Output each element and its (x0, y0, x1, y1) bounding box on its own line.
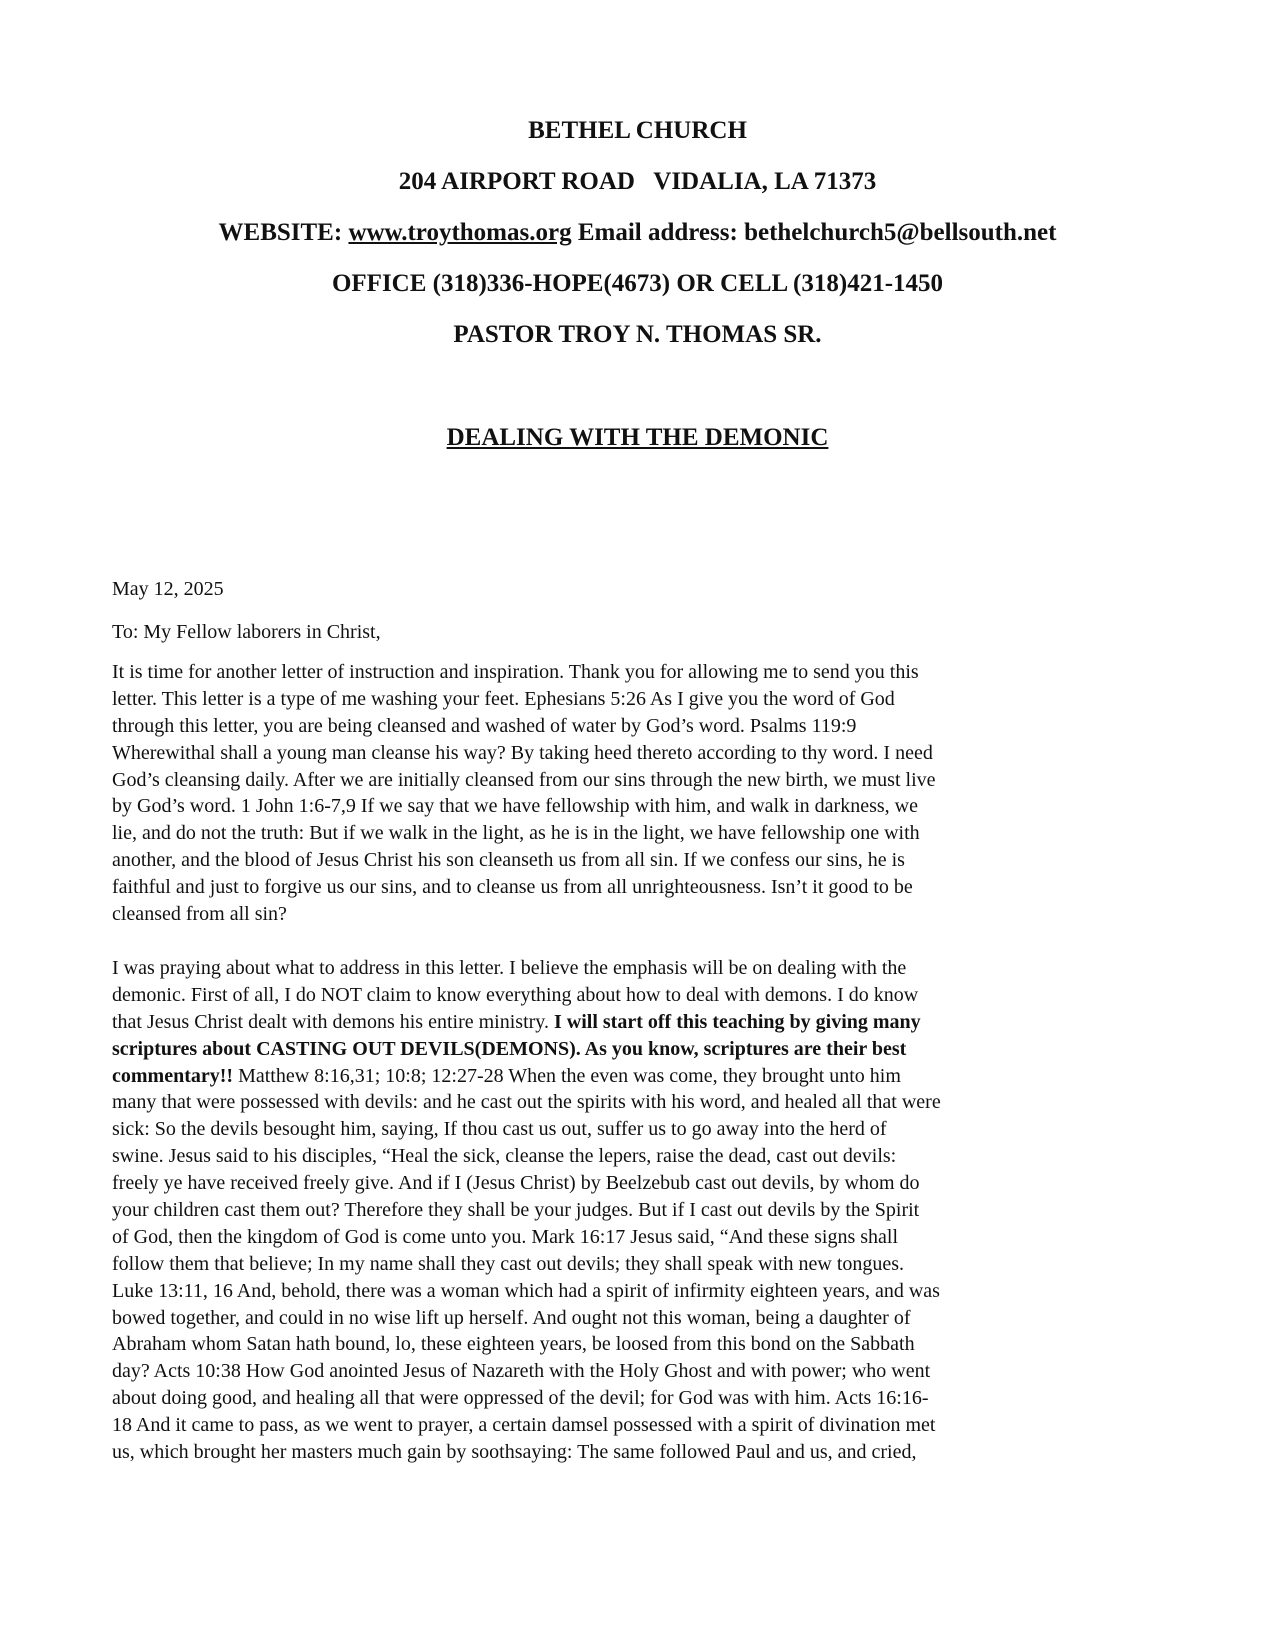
paragraph-line: bowed together, and could in no wise lift up herself. And ought not this woman, being a daughter of (112, 1306, 911, 1329)
paragraph-line: freely ye have received freely give. And if I (Jesus Christ) by Beelzebub cast out devils, by whom do (112, 1172, 920, 1195)
paragraph-line: Wherewithal shall a young man cleanse his way? By taking heed thereto according to thy word. I need (112, 741, 933, 764)
website-label: WEBSITE: (218, 219, 349, 246)
letterhead (0, 113, 1275, 368)
letter-date: May 12, 2025 (112, 578, 224, 600)
contact-line (0, 215, 1275, 266)
paragraph-line: your children cast them out? Therefore they shall be your judges. But if I cast out devils by the Spirit (112, 1199, 920, 1222)
paragraph-line: follow them that believe; In my name shall they cast out devils; they shall speak with new tongues. (112, 1252, 905, 1275)
church-address: 204 AIRPORT ROAD VIDALIA, LA 71373 (398, 168, 877, 195)
paragraph-line: swine. Jesus said to his disciples, “Heal the sick, cleanse the lepers, raise the dead, cast out devils: (112, 1145, 897, 1168)
paragraph-line (112, 1063, 941, 1090)
paragraph-line: Abraham whom Satan hath bound, lo, these eighteen years, be loosed from this bond on the Sabbath (112, 1333, 915, 1356)
paragraph-line: Luke 13:11, 16 And, behold, there was a woman which had a spirit of infirmity eighteen years, and was (112, 1279, 940, 1302)
paragraph-line: lie, and do not the truth: But if we walk in the light, as he is in the light, we have fellowship one with (112, 822, 920, 845)
salutation: To: My Fellow laborers in Christ, (112, 621, 381, 643)
paragraph-line: demonic. First of all, I do NOT claim to know everything about how to deal with demons. I do know (112, 983, 919, 1006)
paragraph-line: about doing good, and healing all that were oppressed of the devil; for God was with him. Acts 16:16- (112, 1387, 929, 1410)
bold-text: commentary!! (112, 1064, 234, 1087)
plain-text: that Jesus Christ dealt with demons his entire ministry. (112, 1010, 554, 1033)
paragraph-line: 18 And it came to pass, as we went to prayer, a certain damsel possessed with a spirit of divination met (112, 1414, 936, 1437)
church-name: BETHEL CHURCH (528, 117, 747, 144)
email-label: Email address: (571, 219, 745, 246)
paragraph-line: God’s cleansing daily. After we are initially cleansed from our sins through the new birth, we must live (112, 768, 936, 791)
paragraph-line-bold: scriptures about CASTING OUT DEVILS(DEMONS). As you know, scriptures are their best (112, 1037, 907, 1060)
paragraph-1 (112, 659, 936, 928)
paragraph-line: faithful and just to forgive us our sins, and to cleanse us from all unrighteousness. Isn’t it good to be (112, 876, 913, 899)
paragraph-line (112, 1009, 941, 1036)
phone-numbers: OFFICE (318)336-HOPE(4673) OR CELL (318)421-1450 (331, 270, 944, 297)
letter-title: DEALING WITH THE DEMONIC (446, 424, 829, 451)
pastor-name: PASTOR TROY N. THOMAS SR. (453, 321, 822, 348)
paragraph-2 (112, 955, 941, 1466)
paragraph-line: another, and the blood of Jesus Christ his son cleanseth us from all sin. If we confess our sins, he is (112, 849, 905, 872)
paragraph-line: us, which brought her masters much gain by soothsaying: The same followed Paul and us, and cried, (112, 1441, 917, 1464)
paragraph-line: day? Acts 10:38 How God anointed Jesus of Nazareth with the Holy Ghost and with power; who went (112, 1360, 931, 1383)
paragraph-line: letter. This letter is a type of me washing your feet. Ephesians 5:26 As I give you the word of God (112, 687, 895, 710)
bold-text: I will start off this teaching by giving many (554, 1010, 921, 1033)
paragraph-line: of God, then the kingdom of God is come unto you. Mark 16:17 Jesus said, “And these signs shall (112, 1225, 899, 1248)
paragraph-line: through this letter, you are being cleansed and washed of water by God’s word. Psalms 119:9 (112, 714, 857, 737)
paragraph-line: I was praying about what to address in this letter. I believe the emphasis will be on dealing with the (112, 957, 907, 979)
paragraph-line: cleansed from all sin? (112, 903, 287, 926)
paragraph-line: It is time for another letter of instruction and inspiration. Thank you for allowing me to send you this (112, 661, 919, 683)
website-link[interactable]: www.troythomas.org (348, 219, 572, 246)
paragraph-line: sick: So the devils besought him, saying, If thou cast us out, suffer us to go away into the herd of (112, 1118, 887, 1141)
paragraph-line: many that were possessed with devils: and he cast out the spirits with his word, and healed all that were (112, 1091, 941, 1114)
email-address: bethelchurch5@bellsouth.net (744, 219, 1057, 246)
plain-text: Matthew 8:16,31; 10:8; 12:27-28 When the even was come, they brought unto him (233, 1064, 901, 1087)
paragraph-line: by God’s word. 1 John 1:6-7,9 If we say that we have fellowship with him, and walk in darkness, we (112, 795, 918, 818)
